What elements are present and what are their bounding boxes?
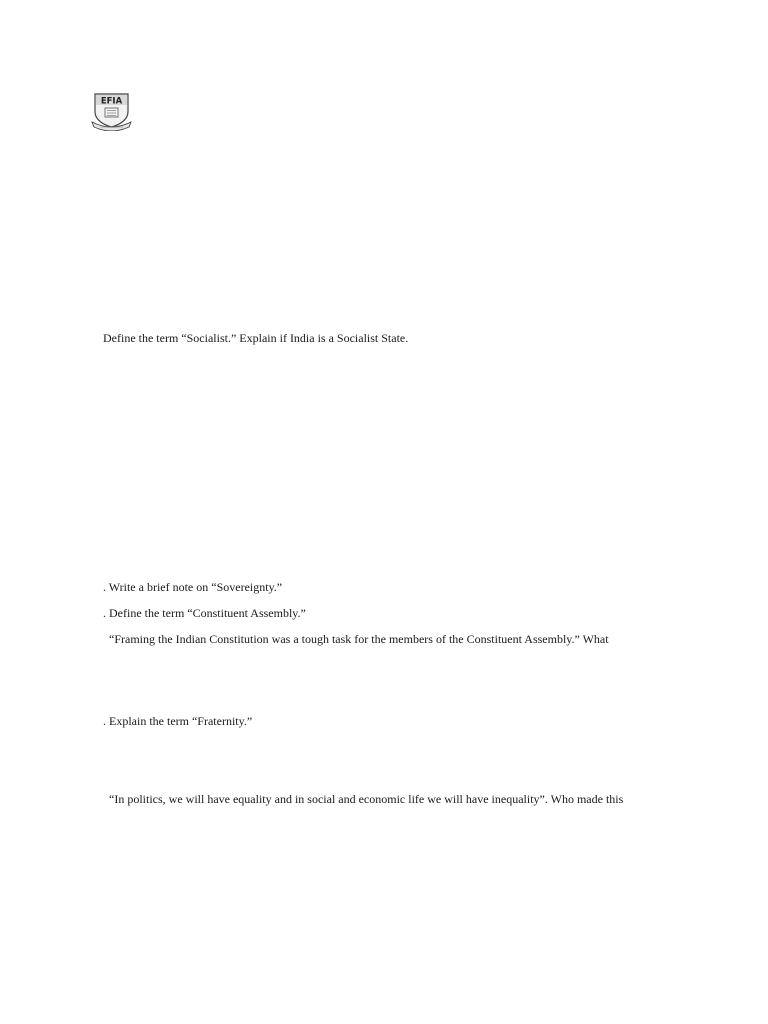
question-socialist: Define the term “Socialist.” Explain if India is a Socialist State. [103, 331, 409, 345]
svg-text:EFIA: EFIA [100, 96, 123, 107]
question-framing-constitution: “Framing the Indian Constitution was a tough task for the members of the Constituent Assembly.” What [109, 632, 609, 646]
question-fraternity: . Explain the term “Fraternity.” [103, 714, 253, 728]
question-sovereignty: . Write a brief note on “Sovereignty.” [103, 580, 283, 594]
question-constituent-assembly: . Define the term “Constituent Assembly.” [103, 606, 306, 620]
institution-logo [91, 92, 132, 131]
question-equality-quote: “In politics, we will have equality and in social and economic life we will have inequality”. Who made this [109, 792, 624, 806]
